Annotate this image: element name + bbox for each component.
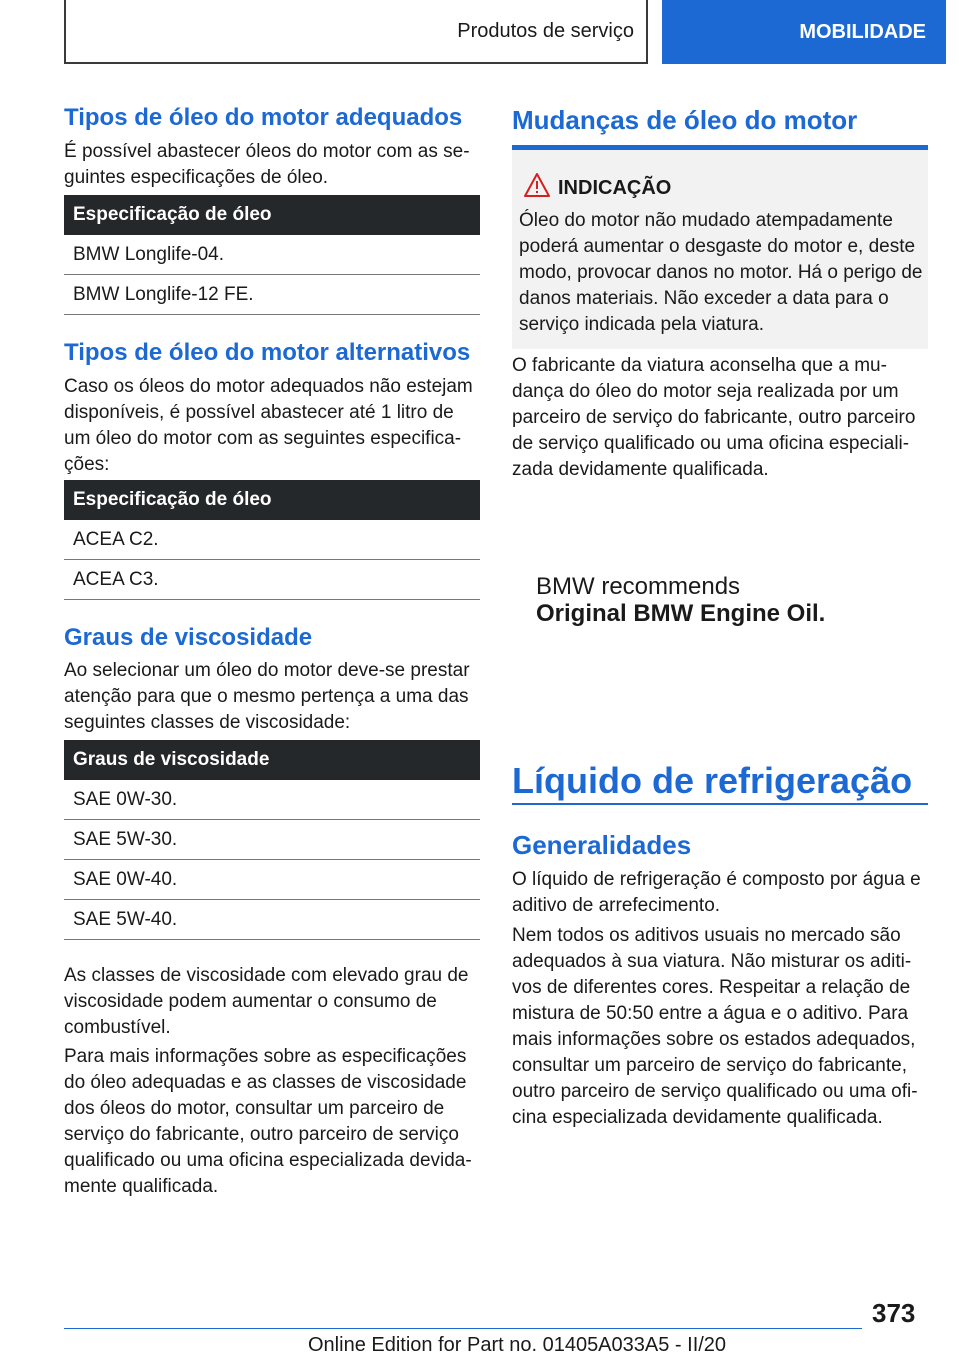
note-title: INDICAÇÃO [558,177,672,199]
table-row: ACEA C2. [64,520,480,560]
paragraph-viscosity-note: As classes de viscosidade com elevado grau de viscosidade podem aumentar o consumo de combustível. [64,965,469,1038]
paragraph-more-info: Para mais informações sobre as especificações do óleo adequadas e as classes de viscosidade dos óleos do motor, consultar um parceiro de serviço do fabricante, outro parceiro de serviço qualificado ou uma oficina especializada devida-mente qualificada. [64,1046,472,1197]
paragraph-alternative-oils: Caso os óleos do motor adequados não estejam disponíveis, é possível abastecer até 1 litro de um óleo do motor com as seguintes especifica-ções: [64,376,473,475]
table-viscosity [64,740,480,940]
chapter-title-rule [512,803,928,805]
header-section-tab [64,0,648,64]
page-number: 373 [872,1298,916,1328]
header-chapter-tab [662,0,946,64]
bmw-recommends-line1: BMW recommends [536,573,741,600]
table-row: SAE 5W-40. [64,900,480,940]
warning-triangle-icon [524,172,550,198]
table-row: BMW Longlife-04. [64,235,480,275]
table-row: SAE 0W-40. [64,860,480,900]
table-row: SAE 0W-30. [64,780,480,820]
bmw-recommends-line2: Original BMW Engine Oil. [536,600,826,627]
paragraph-coolant-composition: O líquido de refrigeração é composto por água e aditivo de arrefecimento. [512,869,921,916]
table-row: ACEA C3. [64,560,480,600]
header-chapter-label: MOBILIDADE [799,20,926,43]
warning-note-box [512,145,928,349]
chapter-title-coolant: Líquido de refrigeração [512,760,913,801]
footer-edition: Online Edition for Part no. 01405A033A5 - II/20 [308,1334,727,1356]
table-alternative-oils [64,480,480,600]
table-header: Especificação de óleo [64,195,480,235]
table-suitable-oils [64,195,480,315]
table-row: BMW Longlife-12 FE. [64,275,480,315]
footer-rule [64,1328,862,1329]
paragraph-viscosity: Ao selecionar um óleo do motor deve-se prestar atenção para que o mesmo pertença a uma das seguintes classes de viscosidade: [64,660,470,733]
heading-oil-changes: Mudanças de óleo do motor [512,105,858,135]
heading-alternative-oils: Tipos de óleo do motor alternativos [64,339,471,366]
paragraph-oil-change-advice: O fabricante da viatura aconselha que a mu-dança do óleo do motor seja realizada por um parceiro de serviço do fabricante, outro parceiro de serviço qualificado ou uma oficina especiali-zada devidamente qualificada. [512,355,916,480]
table-header: Graus de viscosidade [64,740,480,780]
table-header: Especificação de óleo [64,480,480,520]
header-section-label: Produtos de serviço [457,19,634,42]
heading-suitable-oils: Tipos de óleo do motor adequados [64,104,463,131]
heading-viscosity: Graus de viscosidade [64,624,313,651]
heading-general: Generalidades [512,830,692,860]
table-row: SAE 5W-30. [64,820,480,860]
paragraph-coolant-additives: Nem todos os aditivos usuais no mercado são adequados à sua viatura. Não misturar os aditi-vos de diferentes cores. Respeitar a relação de mistura de 50:50 entre a água e o aditivo. Para mais informações sobre os estados adequados, consultar um parceiro de serviço do fabricante, outro parceiro de serviço qualificado ou uma ofi-cina especializada devidamente qualificada. [512,925,918,1128]
note-text: Óleo do motor não mudado atempadamente poderá aumentar o desgaste do motor e, deste modo, provocar danos no motor. Há o perigo de danos materiais. Não exceder a data para o serviço indicada pela viatura. [519,210,923,335]
paragraph-suitable-oils: É possível abastecer óleos do motor com as se-guintes especificações de óleo. [64,141,470,188]
